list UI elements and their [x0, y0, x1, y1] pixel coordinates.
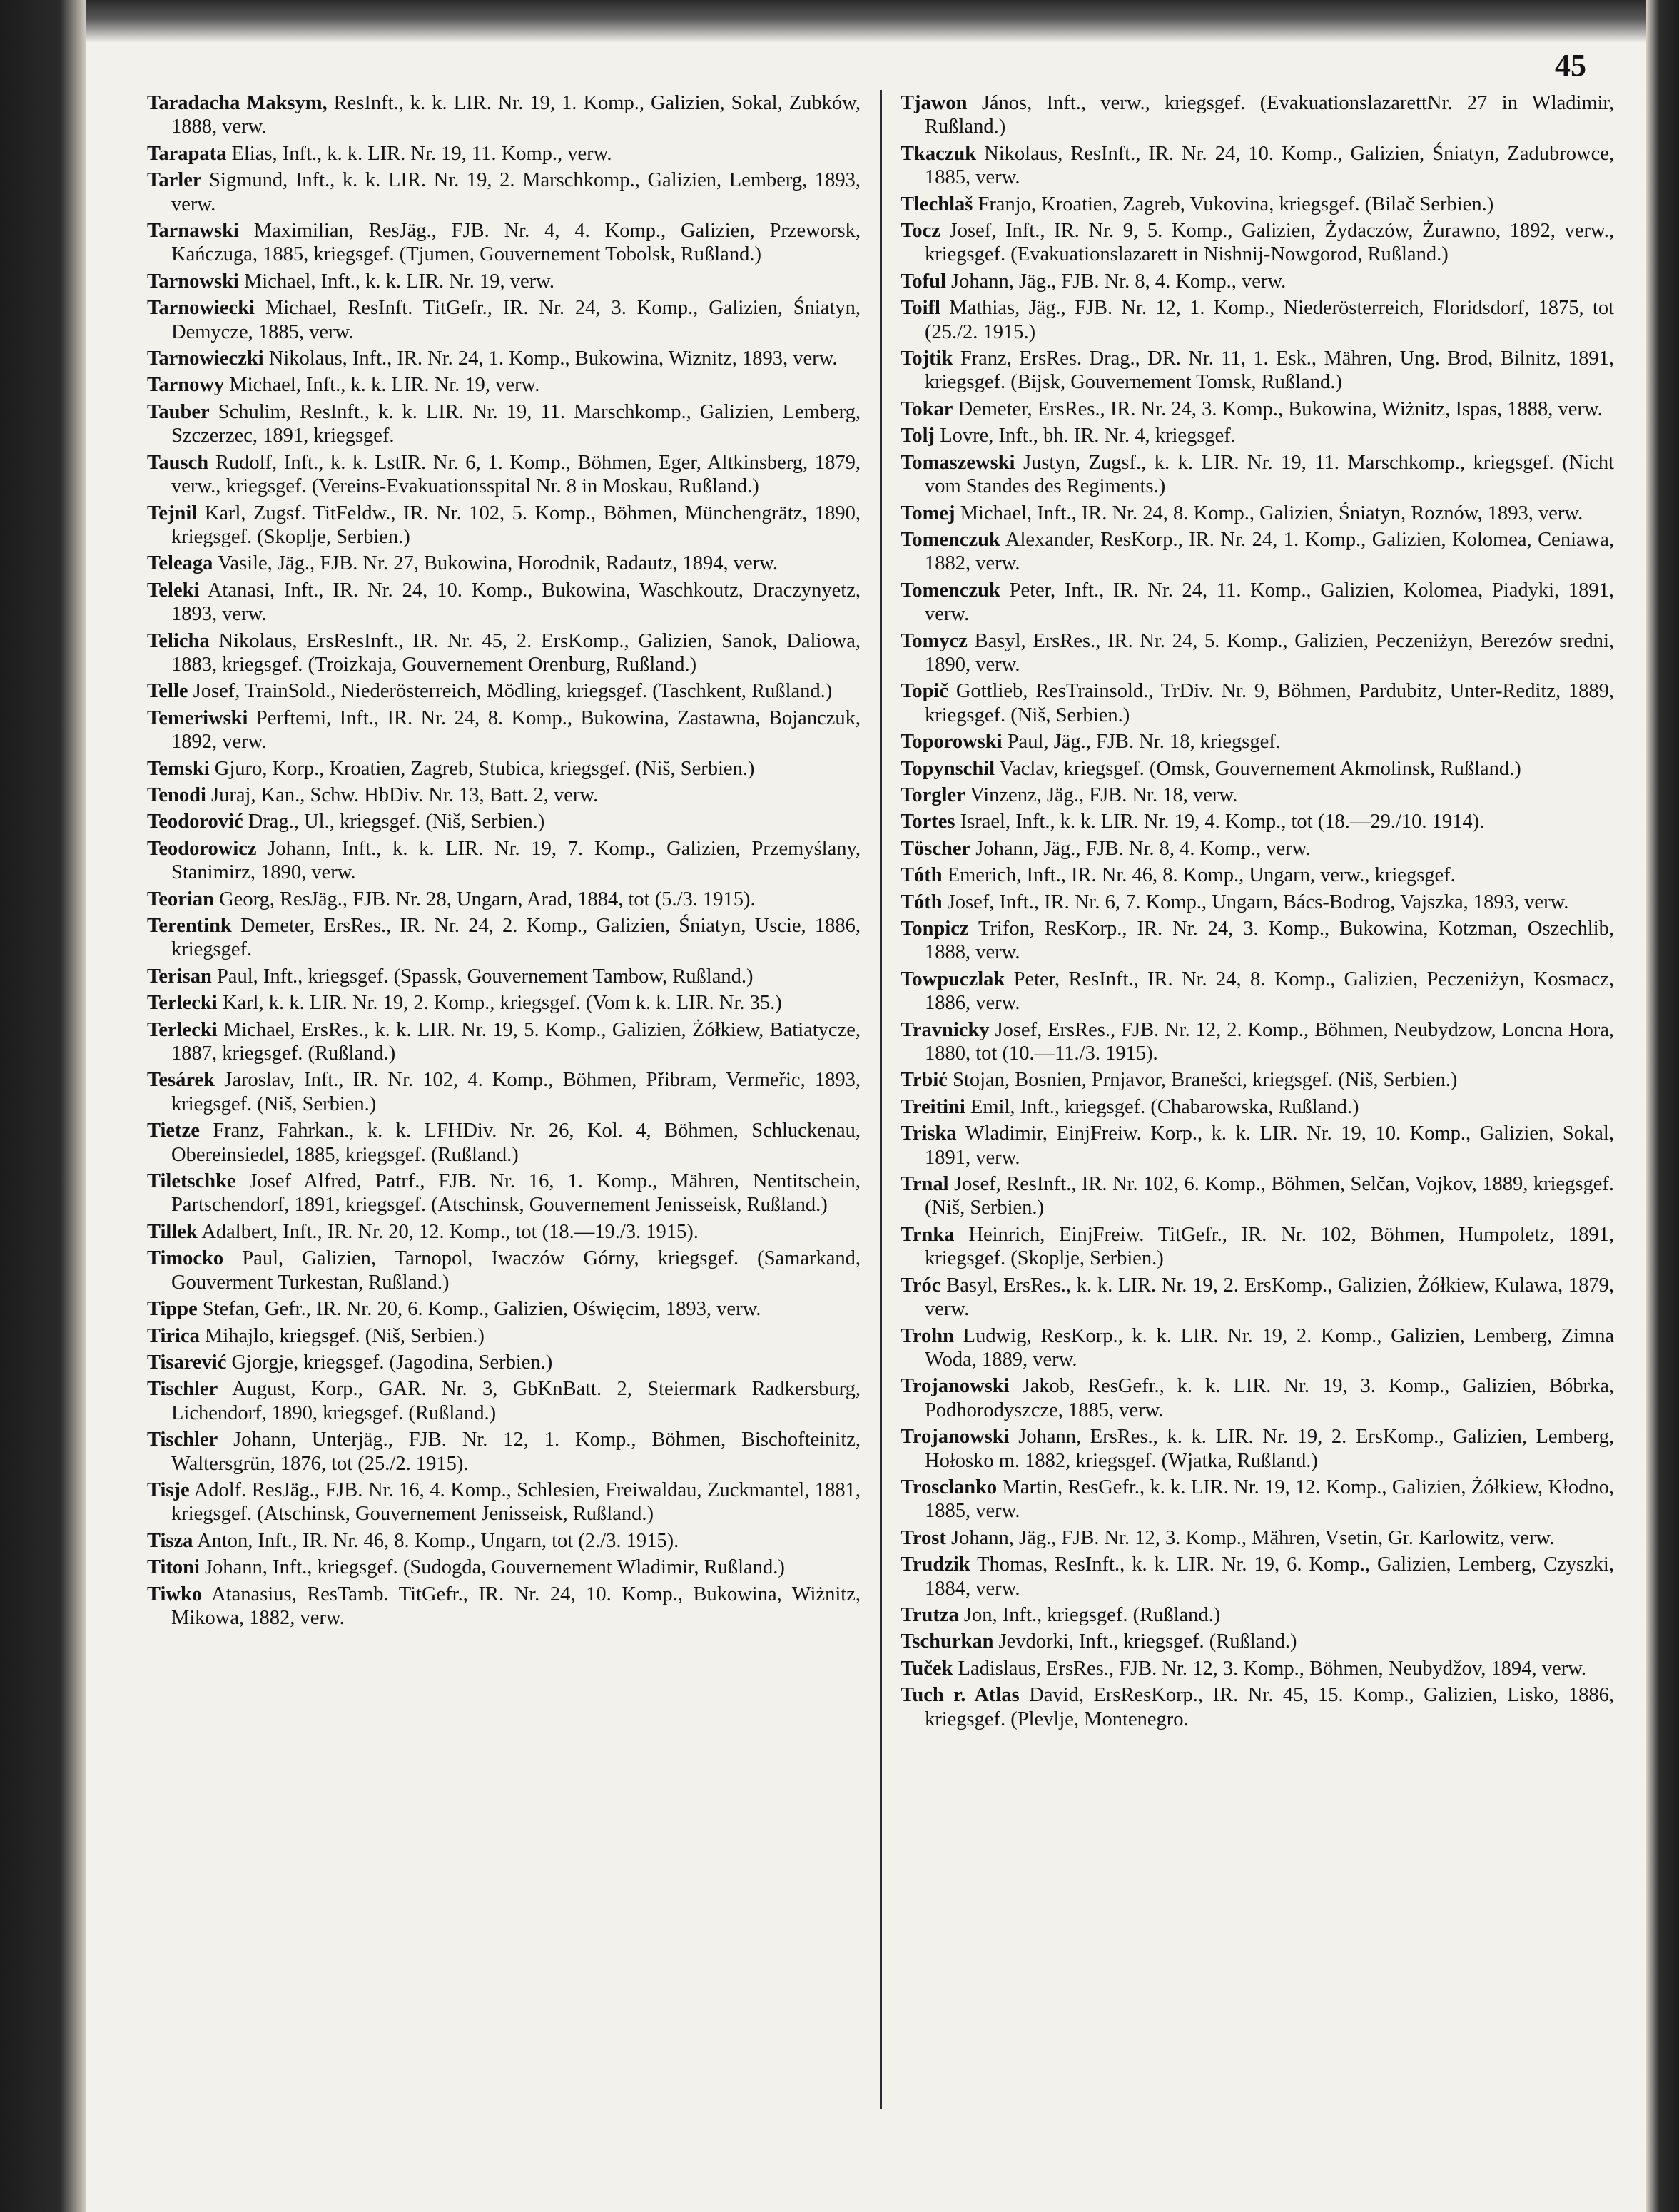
list-item [901, 142, 1614, 190]
list-item [901, 219, 1614, 267]
list-item [901, 1657, 1614, 1680]
list-item [901, 1526, 1614, 1550]
list-item [901, 837, 1614, 861]
entry-details: Emerich, Inft., IR. Nr. 46, 8. Komp., Ungarn, verw., kriegsgef. [947, 864, 1456, 887]
entry-surname: Tóth [901, 891, 943, 913]
entry-surname: Tuček [901, 1657, 953, 1680]
entry-details: Martin, ResGefr., k. k. LIR. Nr. 19, 12. Komp., Galizien, Żółkiew, Kłodno, 1885, verw. [925, 1476, 1615, 1523]
list-item [901, 629, 1614, 677]
list-item [901, 397, 1614, 421]
left-column [147, 91, 861, 1633]
entry-details: Basyl, ErsRes., k. k. LIR. Nr. 19, 2. ErsKomp., Galizien, Żółkiew, Kulawa, 1879, verw. [925, 1274, 1615, 1321]
list-item [147, 706, 861, 754]
scan-border-right [1646, 0, 1679, 2212]
list-item [147, 783, 861, 807]
list-item [901, 968, 1614, 1015]
list-item [147, 1220, 861, 1244]
entry-surname: Trutza [901, 1603, 959, 1626]
entry-surname: Tauber [147, 400, 210, 423]
list-item [147, 451, 861, 499]
entry-details: Jon, Inft., kriegsgef. (Rußland.) [963, 1603, 1221, 1626]
list-item [901, 502, 1614, 525]
scan-border-left [0, 0, 86, 2212]
entry-surname: Titoni [147, 1556, 200, 1579]
entry-details: Sigmund, Inft., k. k. LIR. Nr. 19, 2. Marschkomp., Galizien, Lemberg, 1893, verw. [171, 169, 861, 215]
list-item [901, 863, 1614, 887]
entry-details: Paul, Galizien, Tarnopol, Iwaczów Górny, kriegsgef. (Samarkand, Gouverment Turkestan, Rußland.) [171, 1247, 861, 1294]
entry-details: Stojan, Bosnien, Prnjavor, Branešci, kriegsgef. (Niš, Serbien.) [953, 1069, 1458, 1092]
list-item [901, 917, 1614, 965]
entry-details: August, Korp., GAR. Nr. 3, GbKnBatt. 2, Steiermark Radkersburg, Lichendorf, 1890, kriegsgef. (Rußland.) [171, 1378, 861, 1424]
entry-surname: Topič [901, 680, 949, 703]
entry-surname: Tróc [901, 1274, 941, 1297]
entry-details: Michael, Inft., k. k. LIR. Nr. 19, verw. [243, 270, 555, 293]
entry-surname: Tomenczuk [901, 579, 1000, 602]
entry-surname: Toporowski [901, 731, 1003, 754]
entry-surname: Tarnowieczki [147, 347, 264, 370]
entry-surname: Tietze [147, 1120, 200, 1142]
entry-surname: Trojanowski [901, 1375, 1010, 1398]
list-item [147, 1478, 861, 1526]
list-item [147, 270, 861, 293]
entry-surname: Trosclanko [901, 1476, 998, 1498]
list-item [901, 1223, 1614, 1271]
list-item [147, 1119, 861, 1167]
entry-surname: Tisza [147, 1529, 193, 1552]
entry-details: Heinrich, EinjFreiw. TitGefr., IR. Nr. 102, Böhmen, Humpoletz, 1891, kriegsgef. (Skoplje, Serbien.) [925, 1223, 1614, 1270]
entry-surname: Tomej [901, 502, 955, 524]
list-item [901, 1095, 1614, 1119]
entry-surname: Tolj [901, 425, 935, 447]
entry-surname: Tippe [147, 1298, 198, 1321]
entry-surname: Tarnowy [147, 374, 225, 397]
entry-details: Nikolaus, ErsResInft., IR. Nr. 45, 2. ErsKomp., Galizien, Sanok, Daliowa, 1883, kriegsgef. (Troizkaja, Gouvernement Orenburg, Rußland.) [171, 629, 861, 676]
entry-surname: Tlechlaš [901, 193, 973, 215]
entry-details: Gjuro, Korp., Kroatien, Zagreb, Stubica, kriegsgef. (Niš, Serbien.) [214, 757, 755, 780]
list-item [901, 1630, 1614, 1653]
entry-surname: Tarnowiecki [147, 297, 255, 320]
entry-details: Thomas, ResInft., k. k. LIR. Nr. 19, 6. Komp., Galizien, Lemberg, Czyszki, 1884, verw. [925, 1553, 1614, 1600]
entry-surname: Tirica [147, 1324, 200, 1347]
list-item [901, 1274, 1614, 1321]
entry-surname: Teleki [147, 579, 200, 602]
list-item [901, 1172, 1614, 1220]
list-item [147, 168, 861, 216]
entry-surname: Tjawon [901, 92, 968, 114]
entry-details: Franjo, Kroatien, Zagreb, Vukovina, kriegsgef. (Bilač Serbien.) [978, 193, 1494, 215]
entry-surname: Tomycz [901, 629, 968, 652]
list-item [901, 783, 1614, 807]
entry-surname: Tomaszewski [901, 451, 1015, 474]
entry-details: Franz, Fahrkan., k. k. LFHDiv. Nr. 26, Kol. 4, Böhmen, Schluckenau, Obereinsiedel, 1885, kriegsgef. (Rußland.) [171, 1120, 861, 1166]
entry-surname: Triska [901, 1122, 957, 1145]
entry-details: Johann, Jäg., FJB. Nr. 8, 4. Komp., verw. [975, 837, 1311, 860]
list-item [147, 579, 861, 626]
entry-details: Demeter, ErsRes., IR. Nr. 24, 3. Komp., Bukowina, Wiżnitz, Ispas, 1888, verw. [958, 397, 1603, 420]
list-item [901, 193, 1614, 216]
list-item [901, 1068, 1614, 1092]
entry-surname: Tomenczuk [901, 528, 1000, 551]
entry-details: Josef, ErsRes., FJB. Nr. 12, 2. Komp., Böhmen, Neubydzow, Loncna Hora, 1880, tot (10.—11./3. 1915). [925, 1018, 1614, 1065]
entry-surname: Towpuczlak [901, 968, 1005, 990]
entry-details: Elias, Inft., k. k. LIR. Nr. 19, 11. Komp., verw. [231, 142, 612, 165]
list-item [147, 1556, 861, 1579]
entry-surname: Telle [147, 680, 188, 703]
entry-surname: Tarler [147, 169, 202, 192]
entry-details: Johann, Jäg., FJB. Nr. 12, 3. Komp., Mähren, Vsetin, Gr. Karlowitz, verw. [951, 1526, 1555, 1549]
entry-surname: Trost [901, 1526, 946, 1549]
list-item [901, 528, 1614, 576]
entry-details: Mihajlo, kriegsgef. (Niš, Serbien.) [205, 1324, 485, 1347]
entry-details: Lovre, Inft., bh. IR. Nr. 4, kriegsgef. [940, 425, 1236, 447]
entry-surname: Tesárek [147, 1069, 215, 1092]
entry-details: David, ErsResKorp., IR. Nr. 45, 15. Komp., Galizien, Lisko, 1886, kriegsgef. (Plevlje, Montenegro. [925, 1684, 1614, 1730]
entry-details: Johann, Inft., kriegsgef. (Sudogda, Gouvernement Wladimir, Rußland.) [205, 1556, 785, 1579]
entry-surname: Tokar [901, 397, 953, 420]
entry-details: Vinzenz, Jäg., FJB. Nr. 18, verw. [970, 783, 1238, 806]
list-item [901, 451, 1614, 499]
entry-details: Johann, Unterjäg., FJB. Nr. 12, 1. Komp., Böhmen, Bischofteinitz, Waltersgrün, 1876, tot (25./2. 1915). [171, 1429, 861, 1475]
entry-surname: Tóth [901, 864, 943, 887]
entry-details: Gjorgje, kriegsgef. (Jagodina, Serbien.) [231, 1351, 553, 1374]
entry-surname: Teleaga [147, 552, 213, 575]
list-item [147, 888, 861, 911]
entry-surname: Tisarević [147, 1351, 227, 1374]
entry-surname: Tarnowski [147, 270, 239, 293]
scan-border-top [0, 0, 1679, 43]
entry-details: Basyl, ErsRes., IR. Nr. 24, 5. Komp., Galizien, Peczeniżyn, Berezów sredni, 1890, verw. [925, 629, 1614, 676]
entry-surname: Tillek [147, 1220, 198, 1243]
list-item [901, 1425, 1614, 1473]
list-item [147, 373, 861, 397]
list-item [147, 1297, 861, 1321]
list-item [901, 810, 1614, 833]
entry-details: Stefan, Gefr., IR. Nr. 20, 6. Komp., Galizien, Oświęcim, 1893, verw. [202, 1298, 761, 1321]
entry-details: Trifon, ResKorp., IR. Nr. 24, 3. Komp., Bukowina, Kotzman, Oszechlib, 1888, verw. [925, 918, 1614, 964]
entry-surname: Trnka [901, 1223, 955, 1246]
entry-surname: Tenodi [147, 783, 206, 806]
list-item [901, 730, 1614, 754]
list-item [901, 579, 1614, 626]
entry-surname: Toifl [901, 297, 940, 320]
entry-surname: Trnal [901, 1173, 949, 1196]
list-item [147, 400, 861, 448]
entry-surname: Teodorović [147, 811, 243, 833]
entry-details: Paul, Inft., kriegsgef. (Spassk, Gouvernement Tambow, Rußland.) [216, 965, 754, 988]
list-item [901, 91, 1614, 139]
entry-surname: Torgler [901, 783, 965, 806]
entry-details: Anton, Inft., IR. Nr. 46, 8. Komp., Ungarn, tot (2./3. 1915). [196, 1529, 679, 1552]
entry-surname: Trbić [901, 1069, 948, 1092]
entry-surname: Tojtik [901, 347, 953, 370]
entry-surname: Töscher [901, 837, 971, 860]
entry-surname: Temski [147, 757, 210, 780]
entry-surname: Tuch r. Atlas [901, 1684, 1020, 1707]
list-item [147, 502, 861, 549]
entry-details: Gottlieb, ResTrainsold., TrDiv. Nr. 9, Böhmen, Pardubitz, Unter-Reditz, 1889, kriegsgef. (Niš, Serbien.) [925, 680, 1615, 726]
entry-surname: Travnicky [901, 1018, 990, 1041]
entry-details: Michael, Inft., k. k. LIR. Nr. 19, verw. [229, 374, 540, 397]
list-item [901, 1018, 1614, 1066]
entry-details: Josef, Inft., IR. Nr. 6, 7. Komp., Ungarn, Bács-Bodrog, Vajszka, 1893, verw. [947, 891, 1569, 913]
entry-details: Jevdorki, Inft., kriegsgef. (Rußland.) [998, 1630, 1297, 1653]
list-item [147, 1068, 861, 1116]
list-item [901, 891, 1614, 914]
page-number: 45 [1555, 48, 1586, 83]
entry-details: Georg, ResJäg., FJB. Nr. 28, Ungarn, Arad, 1884, tot (5./3. 1915). [219, 888, 756, 910]
entry-details: Franz, ErsRes. Drag., DR. Nr. 11, 1. Esk., Mähren, Ung. Brod, Bilnitz, 1891, kriegsgef. (Bijsk, Gouvernement Tomsk, Rußland.) [925, 347, 1614, 394]
entry-details: Jaroslav, Inft., IR. Nr. 102, 4. Komp., Böhmen, Přibram, Vermeřic, 1893, kriegsgef. (Niš, Serbien.) [171, 1069, 861, 1115]
list-item [147, 1428, 861, 1476]
entry-surname: Tarapata [147, 142, 227, 165]
list-item [901, 1476, 1614, 1523]
entry-surname: Temeriwski [147, 706, 248, 729]
entry-details: Rudolf, Inft., k. k. LstIR. Nr. 6, 1. Komp., Böhmen, Eger, Altkinsberg, 1879, verw., kriegsgef. (Vereins-Evakuationsspital Nr. 8 in Moskau, Rußland.) [171, 451, 861, 498]
entry-details: János, Inft., verw., kriegsgef. (EvakuationslazarettNr. 27 in Wladimir, Rußland.) [925, 92, 1614, 138]
entry-details: Adalbert, Inft., IR. Nr. 20, 12. Komp., tot (18.—19./3. 1915). [201, 1220, 699, 1243]
entry-surname: Tiwko [147, 1583, 203, 1605]
list-item [147, 219, 861, 267]
list-item [901, 296, 1614, 344]
entry-details: ResInft., k. k. LIR. Nr. 19, 1. Komp., Galizien, Sokal, Zubków, 1888, verw. [171, 92, 861, 138]
right-column [901, 91, 1614, 1734]
entry-surname: Terisan [147, 965, 212, 988]
entry-surname: Treitini [901, 1095, 965, 1118]
list-item [147, 1247, 861, 1294]
entry-details: Michael, Inft., IR. Nr. 24, 8. Komp., Galizien, Śniatyn, Roznów, 1893, verw. [960, 502, 1583, 524]
entry-surname: Toful [901, 270, 946, 293]
entry-details: Ludwig, ResKorp., k. k. LIR. Nr. 19, 2. Komp., Galizien, Lemberg, Zimna Woda, 1889, verw. [925, 1324, 1614, 1371]
entry-surname: Teorian [147, 888, 214, 910]
list-item [147, 1018, 861, 1066]
entry-surname: Terentink [147, 915, 232, 937]
entry-details: Michael, ErsRes., k. k. LIR. Nr. 19, 5. Komp., Galizien, Żółkiew, Batiatycze, 1887, kriegsgef. (Rußland.) [171, 1018, 861, 1065]
list-item [901, 270, 1614, 293]
entry-details: Schulim, ResInft., k. k. LIR. Nr. 19, 11. Marschkomp., Galizien, Lemberg, Szczerzec, 1891, kriegsgef. [171, 400, 861, 447]
entry-surname: Terlecki [147, 1018, 218, 1041]
entry-details: Drag., Ul., kriegsgef. (Niš, Serbien.) [248, 811, 545, 833]
list-item [901, 679, 1614, 727]
entry-surname: Tiletschke [147, 1170, 236, 1193]
list-item [147, 1351, 861, 1374]
list-item [147, 679, 861, 703]
list-item [901, 1683, 1614, 1731]
entry-details: Juraj, Kan., Schw. HbDiv. Nr. 13, Batt. 2, verw. [211, 783, 599, 806]
list-item [901, 1122, 1614, 1170]
entry-details: Mathias, Jäg., FJB. Nr. 12, 1. Komp., Niederösterreich, Floridsdorf, 1875, tot (25./2. 1915.) [925, 297, 1615, 343]
entry-details: Atanasi, Inft., IR. Nr. 24, 10. Komp., Bukowina, Waschkoutz, Draczynyetz, 1893, verw. [171, 579, 861, 626]
entry-details: Ladislaus, ErsRes., FJB. Nr. 12, 3. Komp., Böhmen, Neubydžov, 1894, verw. [958, 1657, 1587, 1680]
entry-surname: Tarnawski [147, 220, 239, 243]
list-item [147, 91, 861, 139]
entry-details: Josef, TrainSold., Niederösterreich, Mödling, kriegsgef. (Taschkent, Rußland.) [193, 680, 833, 703]
list-item [901, 757, 1614, 781]
entry-details: Emil, Inft., kriegsgef. (Chabarowska, Rußland.) [970, 1095, 1359, 1118]
entry-details: Johann, Inft., k. k. LIR. Nr. 19, 7. Komp., Galizien, Przemyślany, Stanimirz, 1890, verw. [171, 837, 861, 884]
entry-surname: Trojanowski [901, 1426, 1010, 1449]
entry-surname: Tisje [147, 1478, 190, 1501]
entry-surname: Tortes [901, 811, 955, 833]
entry-surname: Tschurkan [901, 1630, 994, 1653]
list-item [147, 810, 861, 833]
entry-details: Nikolaus, Inft., IR. Nr. 24, 1. Komp., Bukowina, Wiznitz, 1893, verw. [268, 347, 838, 370]
entry-surname: Tkaczuk [901, 142, 977, 165]
list-item [147, 1324, 861, 1348]
entry-surname: Telicha [147, 629, 210, 652]
entry-details: Josef Alfred, Patrf., FJB. Nr. 16, 1. Komp., Mähren, Nentitschein, Partschendorf, 1891, kriegsgef. (Atschinsk, Gouvernement Jenisseisk, Rußland.) [171, 1170, 861, 1217]
list-item [147, 629, 861, 677]
entry-details: Vaclav, kriegsgef. (Omsk, Gouvernement Akmolinsk, Rußland.) [999, 757, 1521, 780]
entry-details: Johann, ErsRes., k. k. LIR. Nr. 19, 2. ErsKomp., Galizien, Lemberg, Hołosko m. 1882, kriegsgef. (Wjatka, Rußland.) [925, 1426, 1614, 1472]
column-divider [880, 90, 882, 2109]
list-item [147, 347, 861, 370]
list-item [147, 1377, 861, 1425]
entry-surname: Timocko [147, 1247, 224, 1270]
list-item [901, 424, 1614, 447]
entry-details: Josef, ResInft., IR. Nr. 102, 6. Komp., Böhmen, Selčan, Vojkov, 1889, kriegsgef. (Niš, Serbien.) [925, 1173, 1614, 1219]
entry-details: Israel, Inft., k. k. LIR. Nr. 19, 4. Komp., tot (18.—29./10. 1914). [960, 811, 1485, 833]
entry-details: Peter, ResInft., IR. Nr. 24, 8. Komp., Galizien, Peczeniżyn, Kosmacz, 1886, verw. [925, 968, 1614, 1015]
list-item [901, 1553, 1614, 1600]
entry-details: Vasile, Jäg., FJB. Nr. 27, Bukowina, Horodnik, Radautz, 1894, verw. [218, 552, 778, 575]
entry-surname: Trudzik [901, 1553, 970, 1576]
list-item [147, 757, 861, 781]
list-item [901, 1324, 1614, 1372]
entry-details: Maximilian, ResJäg., FJB. Nr. 4, 4. Komp., Galizien, Przeworsk, Kańczuga, 1885, kriegsgef. (Tjumen, Gouvernement Tobolsk, Rußland.) [171, 220, 861, 266]
entry-details: Demeter, ErsRes., IR. Nr. 24, 2. Komp., Galizien, Śniatyn, Uscie, 1886, kriegsgef. [171, 915, 861, 961]
entry-surname: Tejnil [147, 502, 198, 524]
list-item [147, 1529, 861, 1553]
list-item [147, 837, 861, 885]
entry-surname: Topynschil [901, 757, 995, 780]
list-item [147, 965, 861, 988]
entry-details: Nikolaus, ResInft., IR. Nr. 24, 10. Komp., Galizien, Śniatyn, Zadubrowce, 1885, verw. [925, 142, 1614, 189]
entry-details: Jakob, ResGefr., k. k. LIR. Nr. 19, 3. Komp., Galizien, Bóbrka, Podhorodyszcze, 1885, verw. [925, 1375, 1614, 1421]
entry-details: Johann, Jäg., FJB. Nr. 8, 4. Komp., verw. [951, 270, 1287, 293]
list-item [147, 1583, 861, 1630]
list-item [901, 1603, 1614, 1627]
entry-details: Alexander, ResKorp., IR. Nr. 24, 1. Komp., Galizien, Kolomea, Ceniawa, 1882, verw. [925, 528, 1614, 575]
entry-details: Josef, Inft., IR. Nr. 9, 5. Komp., Galizien, Żydaczów, Żurawno, 1892, verw., kriegsgef. (Evakuationslazarett in Nishnij-Nowgorod, Rußland.) [925, 220, 1614, 266]
entry-details: Karl, k. k. LIR. Nr. 19, 2. Komp., kriegsgef. (Vom k. k. LIR. Nr. 35.) [222, 992, 782, 1015]
entry-details: Atanasius, ResTamb. TitGefr., IR. Nr. 24, 10. Komp., Bukowina, Wiżnitz, Mikowa, 1882, verw. [171, 1583, 861, 1629]
entry-surname: Tischler [147, 1378, 218, 1401]
list-item [147, 552, 861, 575]
entry-surname: Tocz [901, 220, 940, 243]
list-item [147, 142, 861, 166]
list-item [901, 1374, 1614, 1422]
list-item [147, 991, 861, 1015]
entry-details: Wladimir, EinjFreiw. Korp., k. k. LIR. Nr. 19, 10. Komp., Galizien, Sokal, 1891, verw. [925, 1122, 1614, 1169]
entry-surname: Trohn [901, 1324, 954, 1347]
list-item [901, 347, 1614, 395]
entry-details: Perftemi, Inft., IR. Nr. 24, 8. Komp., Bukowina, Zastawna, Bojanczuk, 1892, verw. [171, 706, 861, 754]
entry-details: Paul, Jäg., FJB. Nr. 18, kriegsgef. [1007, 731, 1281, 754]
list-item [147, 914, 861, 962]
entry-details: Justyn, Zugsf., k. k. LIR. Nr. 19, 11. Marschkomp., kriegsgef. (Nicht vom Standes des Regiments.) [925, 451, 1615, 498]
entry-surname: Terlecki [147, 992, 218, 1015]
list-item [147, 296, 861, 344]
entry-surname: Tonpicz [901, 918, 969, 940]
entry-details: Peter, Inft., IR. Nr. 24, 11. Komp., Galizien, Kolomea, Piadyki, 1891, verw. [925, 579, 1614, 626]
entry-surname: Tausch [147, 451, 209, 474]
entry-surname: Tischler [147, 1429, 218, 1451]
entry-details: Karl, Zugsf. TitFeldw., IR. Nr. 102, 5. Komp., Böhmen, Münchengrätz, 1890, kriegsgef. (Skoplje, Serbien.) [171, 502, 861, 548]
entry-details: Michael, ResInft. TitGefr., IR. Nr. 24, 3. Komp., Galizien, Śniatyn, Demycze, 1885, verw. [171, 297, 861, 343]
entry-details: Adolf. ResJäg., FJB. Nr. 16, 4. Komp., Schlesien, Freiwaldau, Zuckmantel, 1881, kriegsgef. (Atschinsk, Gouvernement Jenisseisk, Rußland.) [171, 1478, 861, 1526]
list-item [147, 1170, 861, 1217]
entry-surname: Taradacha Maksym, [147, 92, 328, 114]
entry-surname: Teodorowicz [147, 837, 257, 860]
